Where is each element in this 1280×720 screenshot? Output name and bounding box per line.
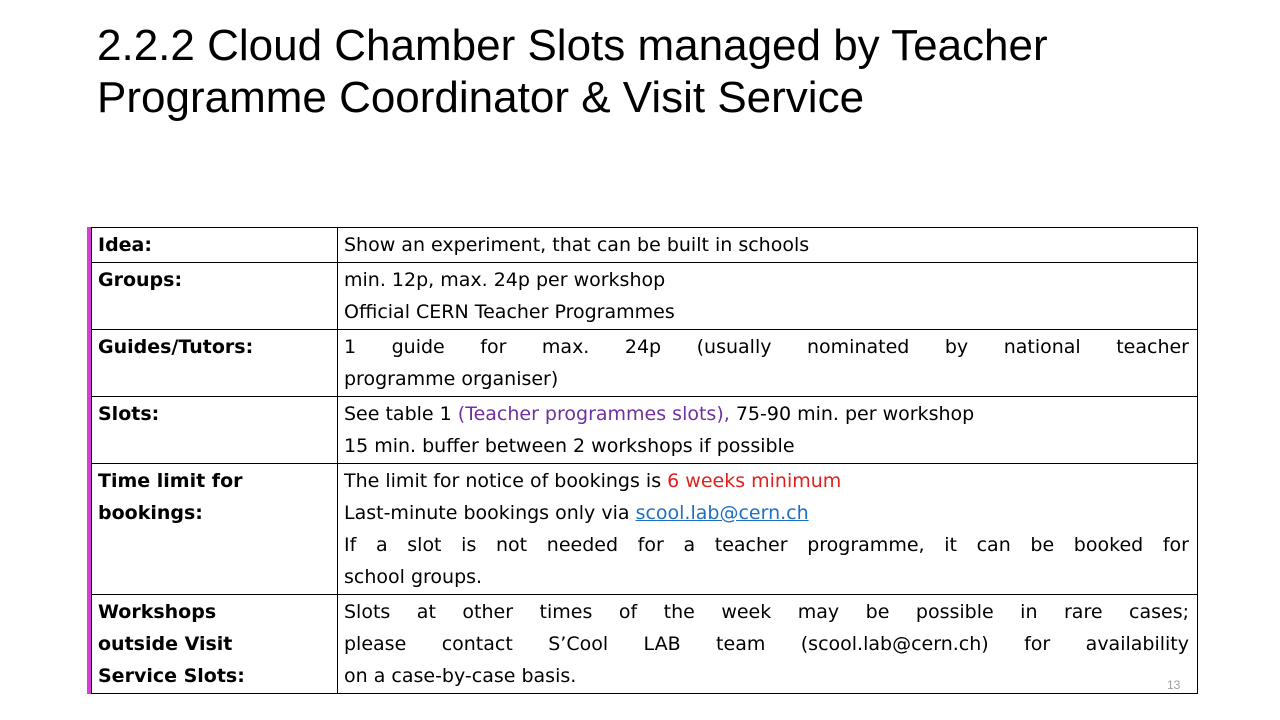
workshops-label-line-1: Workshops <box>98 601 217 623</box>
last-minute-text: Last-minute bookings only via <box>344 502 636 524</box>
time-limit-line-1 <box>344 465 1189 497</box>
idea-text: Show an experiment, that can be built in schools <box>344 234 810 256</box>
slots-duration: 75-90 min. per workshop <box>735 403 975 425</box>
row-label-guides: Guides/Tutors: <box>92 330 338 397</box>
slots-line-1 <box>344 398 1189 430</box>
groups-line-1: min. 12p, max. 24p per workshop <box>344 269 666 291</box>
workshops-line-1: Slots at other times of the week may be possible in rare cases; <box>344 601 1189 623</box>
guides-line-1: 1 guide for max. 24p (usually nominated by national teacher <box>344 336 1189 358</box>
row-label-time-limit <box>92 464 338 595</box>
workshops-label-line-3: Service Slots: <box>98 665 245 687</box>
table-row-workshops-outside <box>92 595 1198 694</box>
table-row-groups <box>92 263 1198 330</box>
time-limit-highlight: 6 weeks minimum <box>667 470 842 492</box>
row-value-workshops-outside <box>338 595 1198 694</box>
time-limit-text: The limit for notice of bookings is <box>344 470 668 492</box>
table-row-idea <box>92 228 1198 263</box>
row-label-idea: Idea: <box>92 228 338 263</box>
guides-line-2: programme organiser) <box>344 368 559 390</box>
time-limit-label-line-1: Time limit for <box>98 470 243 492</box>
row-value-groups <box>338 263 1198 330</box>
slide-title: 2.2.2 Cloud Chamber Slots managed by Teacher Programme Coordinator & Visit Service <box>97 21 1048 122</box>
workshops-line-2: please contact S’Cool LAB team (scool.lab@cern.ch) for availability <box>344 633 1189 655</box>
row-label-workshops-outside <box>92 595 338 694</box>
row-value-guides <box>338 330 1198 397</box>
row-value-idea <box>338 228 1198 263</box>
slots-text-a: See table 1 <box>344 403 458 425</box>
workshops-line-3: on a case-by-case basis. <box>344 665 577 687</box>
row-label-slots: Slots: <box>92 397 338 464</box>
groups-line-2: Official CERN Teacher Programmes <box>344 301 675 323</box>
table-row-slots <box>92 397 1198 464</box>
scool-lab-email-link[interactable]: scool.lab@cern.ch <box>635 502 809 524</box>
table-row-guides <box>92 330 1198 397</box>
table-row-time-limit <box>92 464 1198 595</box>
slide-number: 13 <box>1167 678 1181 692</box>
info-table-container <box>87 227 1198 694</box>
row-value-slots <box>338 397 1198 464</box>
slots-line-2: 15 min. buffer between 2 workshops if possible <box>344 435 795 457</box>
time-limit-label-line-2: bookings: <box>98 502 203 524</box>
time-limit-line-3: If a slot is not needed for a teacher programme, it can be booked for <box>344 534 1189 556</box>
row-label-groups: Groups: <box>92 263 338 330</box>
slots-table-reference: (Teacher programmes slots), <box>457 403 736 425</box>
time-limit-line-2 <box>344 497 1189 529</box>
workshops-label-line-2: outside Visit <box>98 633 233 655</box>
time-limit-line-4: school groups. <box>344 566 483 588</box>
info-table <box>91 227 1198 694</box>
row-value-time-limit <box>338 464 1198 595</box>
